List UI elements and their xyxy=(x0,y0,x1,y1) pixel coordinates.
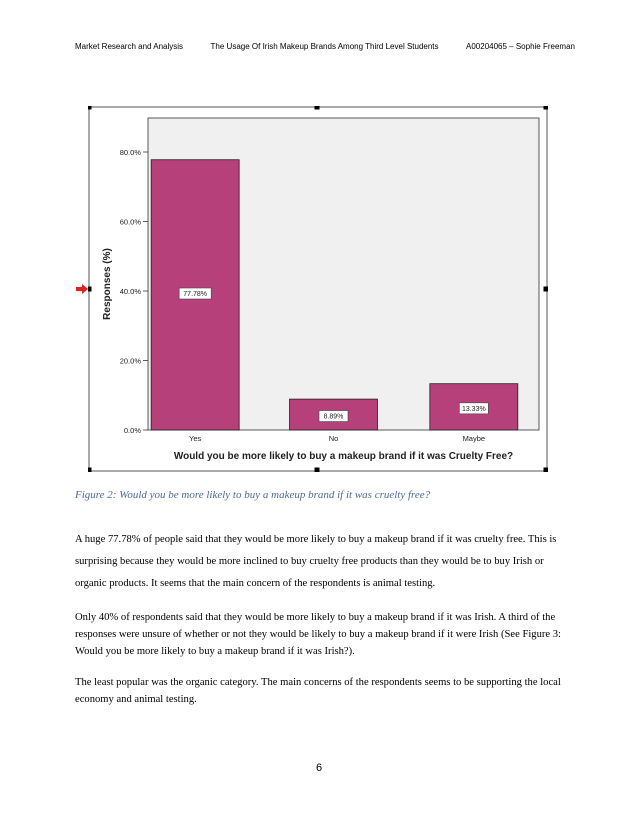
data-label: 13.33% xyxy=(461,405,486,413)
resize-handle xyxy=(88,287,92,292)
y-tick-label: 0.0% xyxy=(123,426,141,435)
figure-caption: Figure 2: Would you be more likely to buy a makeup brand if it was cruelty free? xyxy=(75,489,431,501)
red-arrow-icon xyxy=(76,284,88,294)
x-axis-label: Would you be more likely to buy a makeup brand if it was Cruelty Free? xyxy=(173,451,514,462)
y-tick-label: 20.0% xyxy=(119,356,141,366)
x-tick-label: Yes xyxy=(189,434,202,443)
header-author: A00204065 – Sophie Freeman xyxy=(466,42,575,51)
paragraph-2: Only 40% of respondents said that they would be more likely to buy a makeup brand if it was Irish. A third of the responses were unsure of whether or not they would be likely to buy a makeup brand if it were Irish (See Figure 3: Would you be more likely to buy a makeup brand if it was Irish?). xyxy=(75,612,562,657)
resize-handle xyxy=(544,468,549,473)
page-header xyxy=(75,42,575,51)
header-title: The Usage Of Irish Makeup Brands Among Third Level Students xyxy=(210,42,439,51)
paragraph-1: A huge 77.78% of people said that they would be more likely to buy a makeup brand if it was cruelty free. This is surprising because they would be more inclined to buy cruelty free products than they would be to buy Irish or organic products. It seems that the main concern of the respondents is animal testing. xyxy=(75,534,557,589)
resize-handle xyxy=(544,287,549,292)
resize-handle xyxy=(315,106,320,110)
y-tick-label: 40.0% xyxy=(119,287,141,296)
y-tick-label: 80.0% xyxy=(119,148,141,157)
resize-handle xyxy=(544,106,549,110)
resize-handle xyxy=(88,468,92,473)
x-tick-label: Maybe xyxy=(462,434,486,443)
y-axis-label: Responses (%) xyxy=(102,248,113,320)
data-label: 8.89% xyxy=(323,413,344,421)
x-tick-label: No xyxy=(328,434,339,443)
page-number: 6 xyxy=(315,762,323,774)
header-course: Market Research and Analysis xyxy=(75,42,184,51)
data-label: 77.78% xyxy=(183,291,208,298)
chart-container xyxy=(88,106,548,472)
paragraph-3: The least popular was the organic category. The main concerns of the respondents seems to be supporting the local economy and animal testing. xyxy=(75,677,561,705)
y-tick-label: 60.0% xyxy=(119,217,141,227)
bar-chart xyxy=(88,106,548,472)
resize-handle xyxy=(88,106,92,110)
resize-handle xyxy=(315,468,320,473)
